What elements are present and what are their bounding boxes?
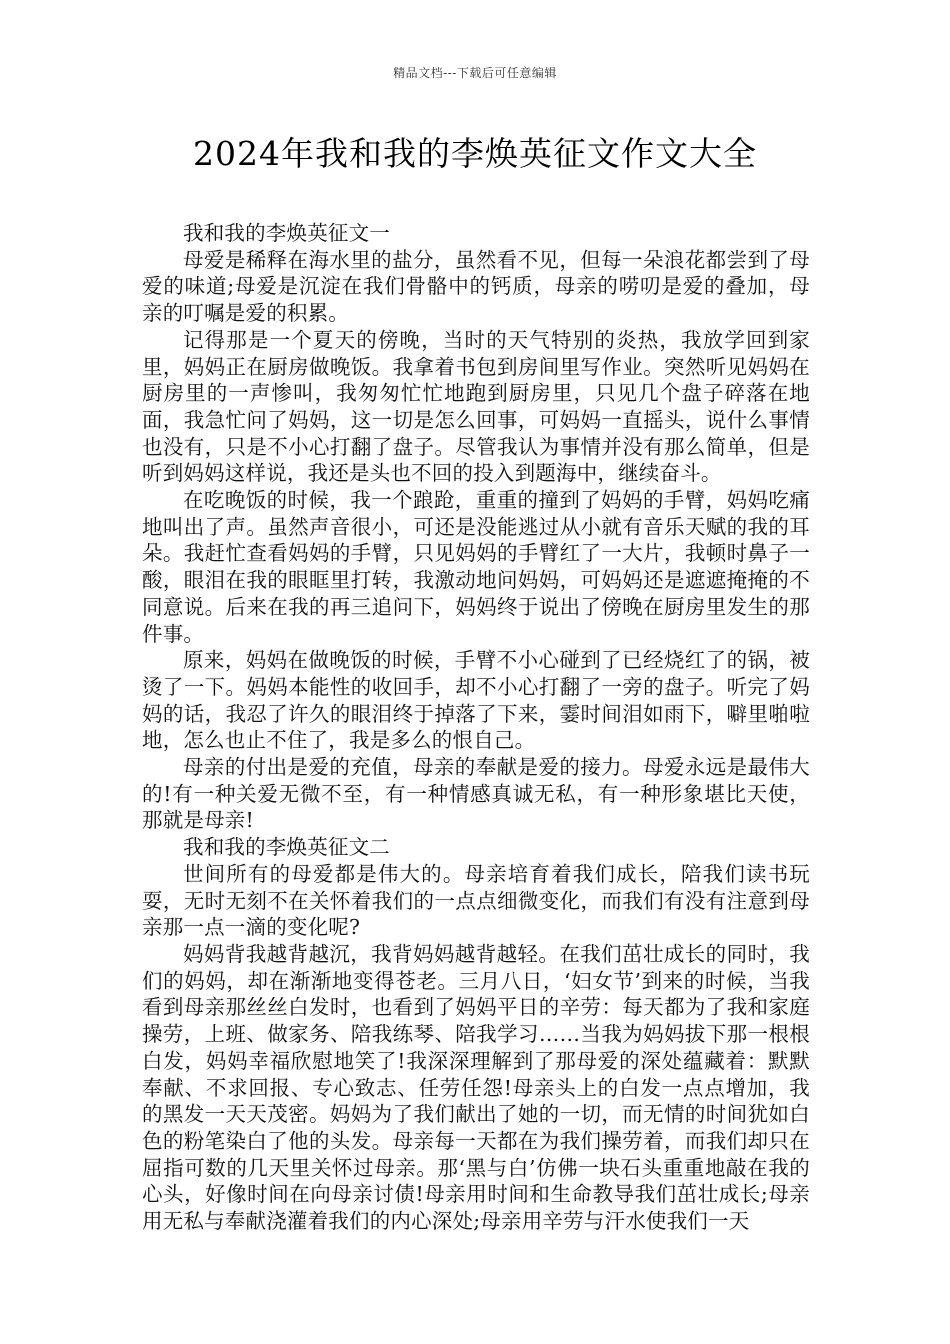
paragraph: 记得那是一个夏天的傍晚，当时的天气特别的炎热，我放学回到家里，妈妈正在厨房做晚饭。我拿着书包到房间里写作业。突然听见妈妈在厨房里的一声惨叫，我匆匆忙忙地跑到厨房里，只见几个盘子碎落在地面，我急忙问了妈妈，这一切是怎么回事，可妈妈一直摇头，说什么事情也没有，只是不小心打翻了盘子。尽管我认为事情并没有那么简单，但是听到妈妈这样说，我还是头也不回的投入到题海中，继续奋斗。 [142, 327, 810, 486]
paragraph: 在吃晚饭的时候，我一个踉跄，重重的撞到了妈妈的手臂，妈妈吃痛地叫出了声。虽然声音很小，可还是没能逃过从小就有音乐天赋的我的耳朵。我赶忙查看妈妈的手臂，只见妈妈的手臂红了一大片，我顿时鼻子一酸，眼泪在我的眼眶里打转，我激动地问妈妈，可妈妈还是遮遮掩掩的不同意说。后来在我的再三追问下，妈妈终于说出了傍晚在厨房里发生的那件事。 [142, 488, 810, 646]
header-note: 精品文档---下载后可任意编辑 [393, 66, 557, 80]
paragraph: 母爱是稀释在海水里的盐分，虽然看不见，但每一朵浪花都尝到了母爱的味道;母爱是沉淀在我们骨骼中的钙质，母亲的唠叨是爱的叠加，母亲的叮嘱是爱的积累。 [142, 247, 810, 326]
paragraph: 世间所有的母爱都是伟大的。母亲培育着我们成长，陪我们读书玩耍，无时无刻不在关怀着我们的一点点细微变化，而我们有没有注意到母亲那一点一滴的变化呢? [142, 861, 810, 940]
paragraph: 妈妈背我越背越沉，我背妈妈越背越轻。在我们茁壮成长的同时，我们的妈妈，却在渐渐地变得苍老。三月八日，‘妇女节’到来的时候，当我看到母亲那丝丝白发时，也看到了妈妈平日的辛劳：每天都为了我和家庭操劳，上班、做家务、陪我练琴、陪我学习……当我为妈妈拔下那一根根白发，妈妈幸福欣慰地笑了!我深深理解到了那母爱的深处蕴藏着：默默奉献、不求回报、专心致志、任劳任怨!母亲头上的白发一点点增加，我的黑发一天天茂密。妈妈为了我们献出了她的一切，而无情的时间犹如白色的粉笔染白了他的头发。母亲每一天都在为我们操劳着，而我们却只在屈指可数的几天里关怀过母亲。那‘黑与白’仿佛一块石头重重地敲在我的心头，好像时间在向母亲讨债!母亲用时间和生命教导我们茁壮成长;母亲用无私与奉献浇灌着我们的内心深处;母亲用辛劳与汗水使我们一天 [142, 941, 810, 1234]
article-body [142, 220, 810, 1235]
paragraph: 原来，妈妈在做晚饭的时候，手臂不小心碰到了已经烧红了的锅，被烫了一下。妈妈本能性的收回手，却不小心打翻了一旁的盘子。听完了妈妈的话，我忍了许久的眼泪终于掉落了下来，霎时间泪如雨下，噼里啪啦地，怎么也止不住了，我是多么的恨自己。 [142, 648, 810, 753]
section-heading-2: 我和我的李焕英征文二 [183, 835, 390, 860]
document-title: 2024年我和我的李焕英征文作文大全 [193, 134, 757, 173]
section-heading-1: 我和我的李焕英征文一 [183, 221, 390, 245]
paragraph: 母亲的付出是爱的充值，母亲的奉献是爱的接力。母爱永远是最伟大的!有一种关爱无微不至，有一种情感真诚无私，有一种形象堪比天使，那就是母亲! [142, 755, 810, 833]
